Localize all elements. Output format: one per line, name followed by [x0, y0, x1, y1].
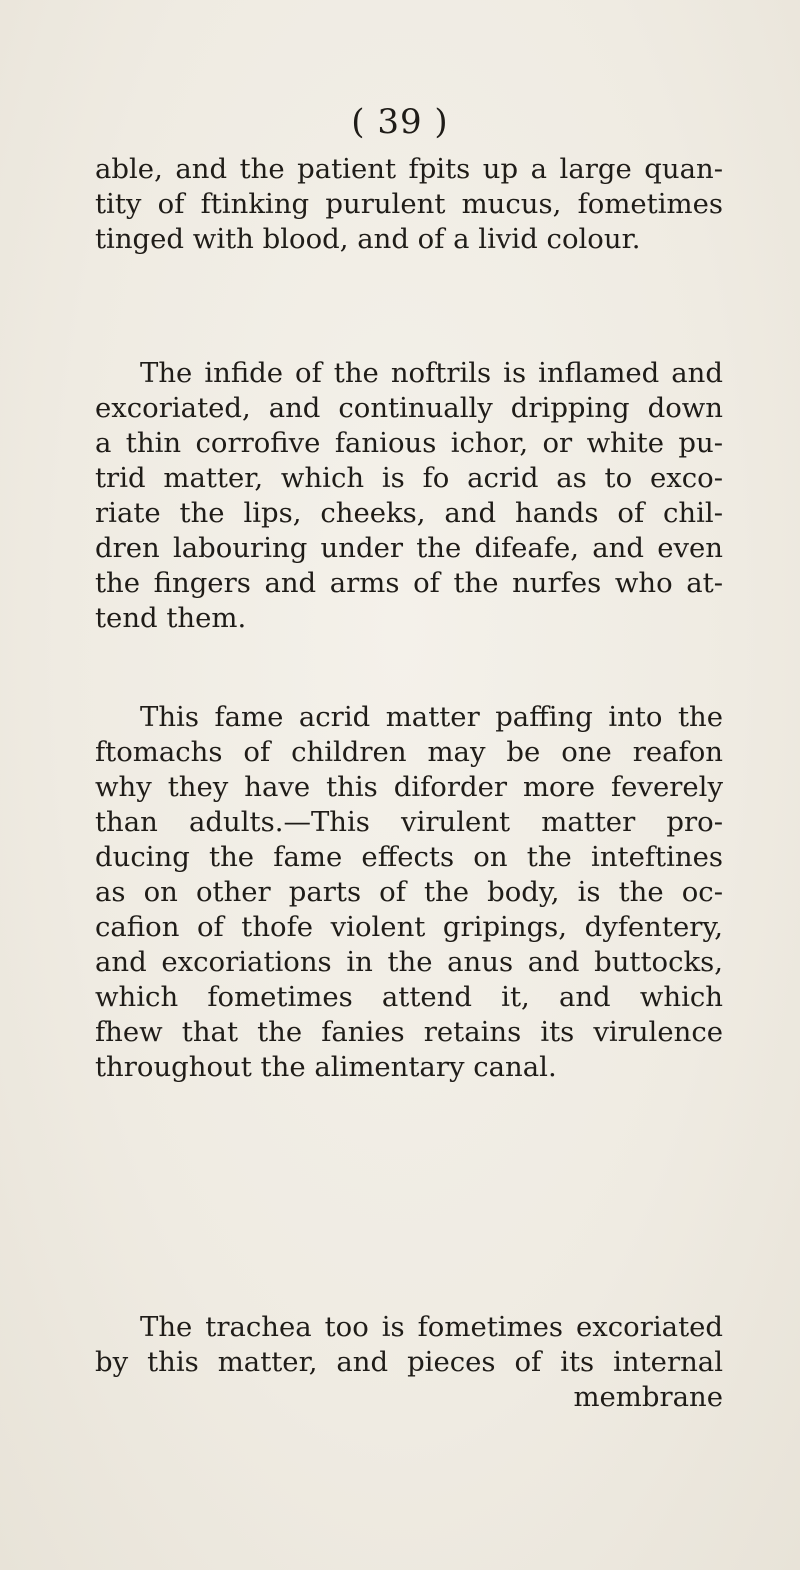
- catchword: membrane: [573, 1381, 723, 1413]
- paragraph-1: [95, 152, 723, 257]
- text-line: tity of ftinking purulent mucus, fometimes: [95, 188, 723, 220]
- text-line: cafion of thofe violent gripings, dyfentery,: [95, 911, 723, 943]
- text-line: This fame acrid matter paffing into the: [140, 701, 723, 733]
- text-line: ducing the fame effects on the inteftines: [95, 841, 723, 873]
- paragraph-4: [95, 1310, 723, 1415]
- text-line: as on other parts of the body, is the oc-: [95, 876, 723, 908]
- text-line: ftomachs of children may be one reafon: [95, 736, 723, 768]
- text-line: The trachea too is fometimes excoriated: [140, 1311, 723, 1343]
- text-line: fhew that the fanies retains its virulence: [95, 1016, 723, 1048]
- paragraph-3: [95, 700, 723, 1085]
- text-line: able, and the patient fpits up a large quan-: [95, 153, 723, 185]
- text-line: and excoriations in the anus and buttocks,: [95, 946, 723, 978]
- paragraph-2: [95, 356, 723, 636]
- text-line: tend them.: [95, 602, 247, 634]
- text-line: riate the lips, cheeks, and hands of chil-: [95, 497, 723, 529]
- text-line: trid matter, which is fo acrid as to exco-: [95, 462, 723, 494]
- text-line: tinged with blood, and of a livid colour.: [95, 223, 641, 255]
- page-number: ( 39 ): [351, 102, 449, 142]
- text-line: The infide of the noftrils is inflamed and: [140, 357, 723, 389]
- text-line: which fometimes attend it, and which: [95, 981, 723, 1013]
- text-line: excoriated, and continually dripping down: [95, 392, 723, 424]
- text-line: by this matter, and pieces of its internal: [95, 1346, 723, 1378]
- text-line: than adults.—This virulent matter pro-: [95, 806, 723, 838]
- text-line: why they have this diforder more feverely: [95, 771, 723, 803]
- text-line: the fingers and arms of the nurfes who at-: [95, 567, 723, 599]
- text-line: dren labouring under the difeafe, and even: [95, 532, 723, 564]
- text-line: throughout the alimentary canal.: [95, 1051, 557, 1083]
- text-line: a thin corrofive fanious ichor, or white pu-: [95, 427, 723, 459]
